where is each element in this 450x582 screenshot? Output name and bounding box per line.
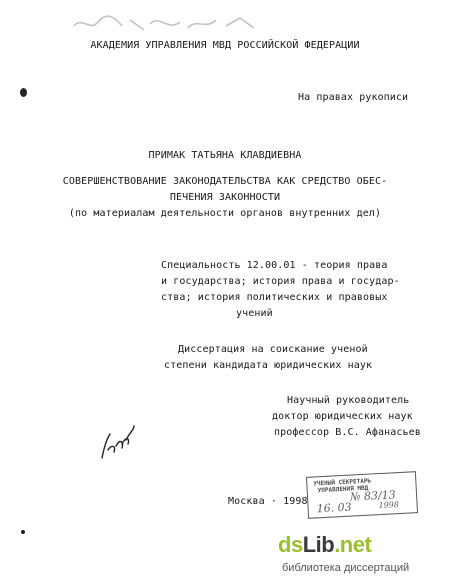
registration-stamp	[306, 471, 418, 519]
author-name: ПРИМАК ТАТЬЯНА КЛАВДИЕВНА	[148, 150, 302, 161]
degree-line: Диссертация на соискание ученой	[178, 344, 368, 355]
faded-handwriting-mark	[70, 12, 260, 34]
degree-line: степени кандидата юридических наук	[164, 360, 373, 371]
city-year: Москва · 1998	[228, 496, 308, 507]
dissertation-title-line: СОВЕРШЕНСТВОВАНИЕ ЗАКОНОДАТЕЛЬСТВА КАК СРЕДСТВО ОБЕС-	[62, 176, 388, 187]
advisor-line: Научный руководитель	[287, 395, 410, 406]
stamp-handwritten-number: № 83/13	[349, 488, 396, 504]
manuscript-note: На правах рукописи	[298, 92, 409, 103]
institution-name: АКАДЕМИЯ УПРАВЛЕНИЯ МВД РОССИЙСКОЙ ФЕДЕРАЦИИ	[90, 40, 360, 51]
specialty-line: и государства; история права и государ-	[161, 276, 400, 287]
stamp-header: УПРАВЛЕНИЯ МВД	[317, 484, 369, 495]
specialty-line: Специальность 12.00.01 - теория права	[161, 260, 388, 271]
dslib-subtitle: библиотека диссертаций	[282, 562, 410, 574]
specialty-line: учений	[236, 308, 273, 319]
advisor-line: профессор В.С. Афанасьев	[274, 427, 421, 438]
dissertation-title-line: ПЕЧЕНИЯ ЗАКОННОСТИ	[169, 192, 281, 203]
dslib-watermark	[278, 532, 446, 578]
binding-mark	[21, 530, 25, 534]
specialty-line: ства; история политических и правовых	[161, 292, 388, 303]
stamp-handwritten-date: 16. 03	[316, 500, 352, 516]
stamp-header: УЧЕНЫЙ СЕКРЕТАРЬ	[313, 477, 372, 488]
advisor-line: доктор юридических наук	[272, 411, 413, 422]
dslib-logo: dsLib.net	[278, 532, 372, 557]
dissertation-subtitle: (по материалам деятельности органов внутренних дел)	[68, 208, 382, 219]
handwritten-signature	[96, 424, 138, 462]
stamp-handwritten-year: 1998	[378, 500, 400, 511]
binding-mark	[20, 88, 27, 97]
